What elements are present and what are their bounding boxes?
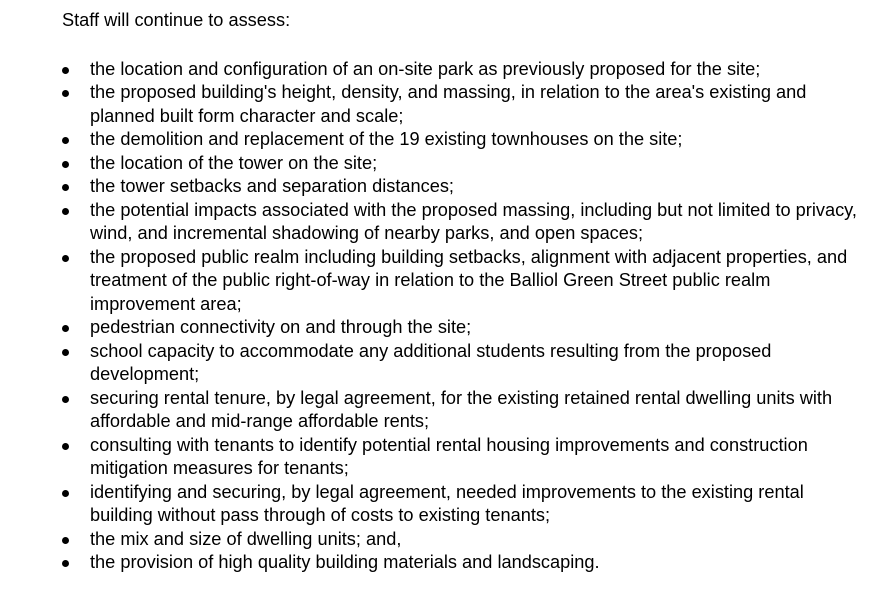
bullet-icon [62,90,69,97]
bullet-icon [62,184,69,191]
bullet-icon [62,255,69,262]
list-item [62,316,862,340]
intro-text: Staff will continue to assess: [62,10,291,30]
list-item-text: the proposed building's height, density, and massing, in relation to the area's existing and planned built form character and scale; [90,82,807,126]
list-item-text: the location of the tower on the site; [90,152,378,173]
bullet-icon [62,325,69,332]
list-item-text: consulting with tenants to identify potential rental housing improvements and construction mitigation measures for tenants; [90,434,808,478]
bullet-icon [62,443,69,450]
list-item-text: school capacity to accommodate any additional students resulting from the proposed development; [90,340,772,384]
bullet-icon [62,137,69,144]
list-item-text: securing rental tenure, by legal agreement, for the existing retained rental dwelling units with affordable and mid-range affordable rents; [90,387,833,431]
bullet-icon [62,560,69,567]
list-item-text: the demolition and replacement of the 19 existing townhouses on the site; [90,129,683,149]
list-item [62,387,862,434]
bullet-icon [62,396,69,403]
list-item-text: the location and configuration of an on-site park as previously proposed for the site; [90,58,761,79]
list-item [62,199,862,246]
list-item [62,434,862,481]
list-item-text: the mix and size of dwelling units; and, [90,528,402,549]
list-item [62,528,862,552]
list-item [62,58,862,82]
list-item-text: pedestrian connectivity on and through the site; [90,317,472,337]
list-item-text: the provision of high quality building materials and landscaping. [90,552,600,572]
list-item-text: identifying and securing, by legal agreement, needed improvements to the existing rental building without pass through of costs to existing tenants; [90,481,804,525]
list-item [62,175,862,199]
list-item [62,551,862,575]
list-item-text: the proposed public realm including building setbacks, alignment with adjacent properties, and treatment of the public right-of-way in relation to the Balliol Green Street public realm improvement area; [90,246,848,314]
list-item [62,340,862,387]
list-item [62,481,862,528]
bullet-icon [62,490,69,497]
bullet-icon [62,161,69,168]
list-item-text: the potential impacts associated with the proposed massing, including but not limited to privacy, wind, and incremental shadowing of nearby parks, and open spaces; [90,199,857,243]
list-item-text: the tower setbacks and separation distances; [90,176,454,196]
bullet-icon [62,537,69,544]
bullet-icon [62,67,69,74]
bullet-icon [62,208,69,215]
list-item [62,152,862,176]
list-item [62,246,862,317]
list-item [62,128,862,152]
assessment-list [62,58,862,575]
list-item [62,81,862,128]
bullet-icon [62,349,69,356]
